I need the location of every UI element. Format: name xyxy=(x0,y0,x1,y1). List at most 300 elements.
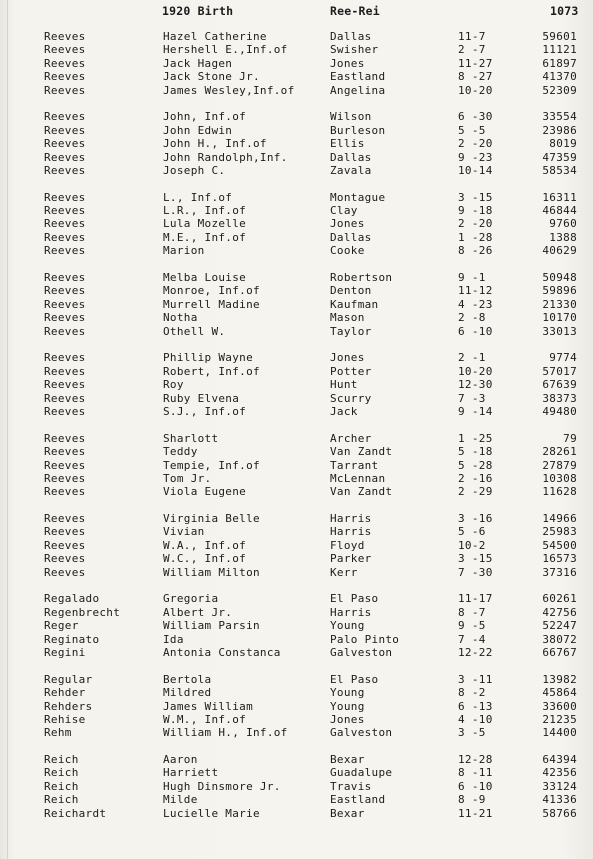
group-spacer xyxy=(0,177,593,190)
index-row xyxy=(0,606,593,619)
certificate-number-cell: 14966 xyxy=(542,512,577,526)
birth-date-cell: 2 -16 xyxy=(458,471,493,485)
surname-cell: Reeves xyxy=(44,364,86,378)
surname-cell: Regular xyxy=(44,672,93,686)
index-row xyxy=(0,512,593,525)
county-cell: Guadalupe xyxy=(330,766,393,780)
given-name-cell: Aaron xyxy=(163,753,198,767)
given-name-cell: William H., Inf.of xyxy=(163,726,288,740)
index-row xyxy=(0,365,593,378)
certificate-number-cell: 27879 xyxy=(542,458,577,472)
surname-cell: Reich xyxy=(44,779,79,793)
group-spacer xyxy=(0,740,593,753)
county-cell: Tarrant xyxy=(330,458,379,472)
county-cell: Swisher xyxy=(330,43,379,57)
county-cell: Galveston xyxy=(330,645,393,659)
index-row xyxy=(0,793,593,806)
certificate-number-cell: 54500 xyxy=(542,538,577,552)
county-cell: Zavala xyxy=(330,163,372,177)
birth-date-cell: 6 -30 xyxy=(458,110,493,124)
given-name-cell: Marion xyxy=(163,244,205,258)
surname-cell: Reich xyxy=(44,753,79,767)
surname-cell: Reeves xyxy=(44,30,86,43)
surname-cell: Reeves xyxy=(44,123,86,137)
county-cell: Floyd xyxy=(330,538,365,552)
index-row xyxy=(0,70,593,83)
given-name-cell: Mildred xyxy=(163,686,212,700)
surname-cell: Regini xyxy=(44,645,86,659)
county-cell: Burleson xyxy=(330,123,386,137)
given-name-cell: Robert, Inf.of xyxy=(163,364,260,378)
birth-date-cell: 9 -18 xyxy=(458,204,493,218)
surname-cell: Reeves xyxy=(44,56,86,70)
certificate-number-cell: 67639 xyxy=(542,378,577,392)
index-row xyxy=(0,485,593,498)
certificate-number-cell: 66767 xyxy=(542,645,577,659)
given-name-cell: Joseph C. xyxy=(163,163,226,177)
birth-date-cell: 3 -15 xyxy=(458,190,493,204)
index-row xyxy=(0,30,593,43)
birth-date-cell: 8 -27 xyxy=(458,70,493,84)
county-cell: Jones xyxy=(330,56,365,70)
certificate-number-cell: 21235 xyxy=(542,712,577,726)
index-row xyxy=(0,392,593,405)
given-name-cell: W.M., Inf.of xyxy=(163,712,247,726)
birth-date-cell: 8 -11 xyxy=(458,766,493,780)
given-name-cell: John Edwin xyxy=(163,123,233,137)
surname-cell: Reeves xyxy=(44,445,86,459)
county-cell: Young xyxy=(330,619,365,633)
county-cell: Taylor xyxy=(330,324,372,338)
county-cell: Young xyxy=(330,686,365,700)
county-cell: Van Zandt xyxy=(330,485,393,499)
county-cell: Bexar xyxy=(330,753,365,767)
surname-cell: Reeves xyxy=(44,150,86,164)
county-cell: Eastland xyxy=(330,793,386,807)
surname-cell: Rehise xyxy=(44,712,86,726)
given-name-cell: L.R., Inf.of xyxy=(163,204,247,218)
index-row xyxy=(0,217,593,230)
certificate-number-cell: 33124 xyxy=(542,779,577,793)
birth-date-cell: 3 -16 xyxy=(458,512,493,526)
county-cell: McLennan xyxy=(330,471,386,485)
surname-cell: Reeves xyxy=(44,230,86,244)
surname-cell: Reeves xyxy=(44,83,86,97)
surname-cell: Reeves xyxy=(44,552,86,566)
certificate-number-cell: 52309 xyxy=(542,83,577,97)
birth-date-cell: 1 -28 xyxy=(458,230,493,244)
index-row xyxy=(0,57,593,70)
given-name-cell: Hazel Catherine xyxy=(163,30,267,43)
certificate-number-cell: 33013 xyxy=(542,324,577,338)
surname-cell: Reeves xyxy=(44,110,86,124)
group-spacer xyxy=(0,499,593,512)
index-row xyxy=(0,472,593,485)
given-name-cell: Hershell E.,Inf.of xyxy=(163,43,288,57)
birth-date-cell: 5 -6 xyxy=(458,525,486,539)
index-row xyxy=(0,204,593,217)
index-row xyxy=(0,110,593,123)
index-row xyxy=(0,311,593,324)
surname-cell: Reeves xyxy=(44,351,86,365)
county-cell: Cooke xyxy=(330,244,365,258)
county-cell: Wilson xyxy=(330,110,372,124)
given-name-cell: John H., Inf.of xyxy=(163,137,267,151)
certificate-number-cell: 28261 xyxy=(542,445,577,459)
index-row xyxy=(0,539,593,552)
birth-date-cell: 1 -25 xyxy=(458,431,493,445)
given-name-cell: Lucielle Marie xyxy=(163,806,260,820)
certificate-number-cell: 41370 xyxy=(542,70,577,84)
index-row xyxy=(0,566,593,579)
certificate-number-cell: 16311 xyxy=(542,190,577,204)
birth-date-cell: 8 -26 xyxy=(458,244,493,258)
given-name-cell: Tom Jr. xyxy=(163,471,212,485)
county-cell: Van Zandt xyxy=(330,445,393,459)
birth-date-cell: 9 -14 xyxy=(458,404,493,418)
birth-date-cell: 3 -11 xyxy=(458,672,493,686)
birth-date-cell: 11-12 xyxy=(458,284,493,298)
birth-date-cell: 4 -23 xyxy=(458,297,493,311)
given-name-cell: Virginia Belle xyxy=(163,512,260,526)
birth-date-cell: 2 -20 xyxy=(458,217,493,231)
birth-date-cell: 9 -23 xyxy=(458,150,493,164)
index-row xyxy=(0,124,593,137)
surname-cell: Reichardt xyxy=(44,806,107,820)
county-cell: Kerr xyxy=(330,565,358,579)
certificate-number-cell: 46844 xyxy=(542,204,577,218)
surname-cell: Rehder xyxy=(44,686,86,700)
birth-index-list xyxy=(0,30,593,820)
birth-date-cell: 5 -5 xyxy=(458,123,486,137)
surname-cell: Reich xyxy=(44,793,79,807)
index-row xyxy=(0,378,593,391)
surname-cell: Reeves xyxy=(44,244,86,258)
county-cell: Harris xyxy=(330,605,372,619)
given-name-cell: John, Inf.of xyxy=(163,110,247,124)
given-name-cell: S.J., Inf.of xyxy=(163,404,247,418)
birth-date-cell: 8 -2 xyxy=(458,686,486,700)
certificate-number-cell: 60261 xyxy=(542,592,577,606)
birth-date-cell: 10-14 xyxy=(458,163,493,177)
certificate-number-cell: 25983 xyxy=(542,525,577,539)
surname-cell: Reeves xyxy=(44,378,86,392)
county-cell: Parker xyxy=(330,552,372,566)
birth-date-cell: 10-2 xyxy=(458,538,486,552)
certificate-number-cell: 57017 xyxy=(542,364,577,378)
surname-cell: Regalado xyxy=(44,592,100,606)
index-row xyxy=(0,137,593,150)
surname-cell: Reeves xyxy=(44,431,86,445)
surname-cell: Reeves xyxy=(44,217,86,231)
county-cell: Young xyxy=(330,699,365,713)
surname-cell: Reeves xyxy=(44,163,86,177)
index-row xyxy=(0,700,593,713)
index-row xyxy=(0,231,593,244)
given-name-cell: Teddy xyxy=(163,445,198,459)
surname-cell: Reeves xyxy=(44,391,86,405)
index-row xyxy=(0,191,593,204)
birth-date-cell: 3 -5 xyxy=(458,726,486,740)
index-row xyxy=(0,432,593,445)
given-name-cell: Gregoria xyxy=(163,592,219,606)
county-cell: Scurry xyxy=(330,391,372,405)
county-cell: Dallas xyxy=(330,230,372,244)
birth-date-cell: 4 -10 xyxy=(458,712,493,726)
birth-date-cell: 10-20 xyxy=(458,83,493,97)
certificate-number-cell: 9760 xyxy=(549,217,577,231)
certificate-number-cell: 58766 xyxy=(542,806,577,820)
county-cell: Archer xyxy=(330,431,372,445)
birth-date-cell: 11-21 xyxy=(458,806,493,820)
certificate-number-cell: 52247 xyxy=(542,619,577,633)
county-cell: Harris xyxy=(330,512,372,526)
group-spacer xyxy=(0,579,593,592)
county-cell: Jones xyxy=(330,351,365,365)
certificate-number-cell: 61897 xyxy=(542,56,577,70)
county-cell: Bexar xyxy=(330,806,365,820)
county-cell: Robertson xyxy=(330,271,393,285)
surname-cell: Reeves xyxy=(44,485,86,499)
index-title: 1920 Birth xyxy=(162,4,234,18)
certificate-number-cell: 33554 xyxy=(542,110,577,124)
certificate-number-cell: 11628 xyxy=(542,485,577,499)
index-row xyxy=(0,673,593,686)
birth-date-cell: 6 -10 xyxy=(458,324,493,338)
surname-cell: Reeves xyxy=(44,43,86,57)
county-cell: Jones xyxy=(330,217,365,231)
given-name-cell: Othell W. xyxy=(163,324,226,338)
certificate-number-cell: 16573 xyxy=(542,552,577,566)
index-row xyxy=(0,271,593,284)
birth-date-cell: 5 -28 xyxy=(458,458,493,472)
certificate-number-cell: 10170 xyxy=(542,311,577,325)
given-name-cell: William Milton xyxy=(163,565,260,579)
index-row xyxy=(0,525,593,538)
surname-cell: Regenbrecht xyxy=(44,605,121,619)
surname-cell: Reeves xyxy=(44,458,86,472)
surname-cell: Reeves xyxy=(44,311,86,325)
index-row xyxy=(0,552,593,565)
county-cell: Dallas xyxy=(330,150,372,164)
given-name-cell: Notha xyxy=(163,311,198,325)
index-row xyxy=(0,351,593,364)
surname-cell: Reeves xyxy=(44,404,86,418)
certificate-number-cell: 42356 xyxy=(542,766,577,780)
county-cell: Hunt xyxy=(330,378,358,392)
surname-cell: Reeves xyxy=(44,137,86,151)
county-cell: Eastland xyxy=(330,70,386,84)
surname-range: Ree-Rei xyxy=(330,4,380,18)
certificate-number-cell: 23986 xyxy=(542,123,577,137)
index-row xyxy=(0,445,593,458)
birth-date-cell: 7 -3 xyxy=(458,391,486,405)
birth-date-cell: 12-28 xyxy=(458,753,493,767)
certificate-number-cell: 21330 xyxy=(542,297,577,311)
certificate-number-cell: 47359 xyxy=(542,150,577,164)
certificate-number-cell: 59896 xyxy=(542,284,577,298)
certificate-number-cell: 64394 xyxy=(542,753,577,767)
certificate-number-cell: 37316 xyxy=(542,565,577,579)
surname-cell: Rehders xyxy=(44,699,93,713)
certificate-number-cell: 41336 xyxy=(542,793,577,807)
page-number: 1073 xyxy=(550,4,579,18)
page-header xyxy=(0,4,593,20)
given-name-cell: Sharlott xyxy=(163,431,219,445)
birth-date-cell: 10-20 xyxy=(458,364,493,378)
surname-cell: Reeves xyxy=(44,324,86,338)
given-name-cell: Monroe, Inf.of xyxy=(163,284,260,298)
index-row xyxy=(0,43,593,56)
certificate-number-cell: 49480 xyxy=(542,404,577,418)
group-spacer xyxy=(0,418,593,431)
birth-date-cell: 2 -29 xyxy=(458,485,493,499)
certificate-number-cell: 45864 xyxy=(542,686,577,700)
given-name-cell: M.E., Inf.of xyxy=(163,230,247,244)
surname-cell: Reeves xyxy=(44,471,86,485)
birth-date-cell: 2 -1 xyxy=(458,351,486,365)
given-name-cell: Antonia Constanca xyxy=(163,645,281,659)
county-cell: Dallas xyxy=(330,30,372,43)
birth-date-cell: 12-30 xyxy=(458,378,493,392)
certificate-number-cell: 40629 xyxy=(542,244,577,258)
given-name-cell: James Wesley,Inf.of xyxy=(163,83,295,97)
index-row xyxy=(0,753,593,766)
surname-cell: Reginato xyxy=(44,632,100,646)
birth-date-cell: 9 -5 xyxy=(458,619,486,633)
index-row xyxy=(0,84,593,97)
given-name-cell: Vivian xyxy=(163,525,205,539)
certificate-number-cell: 38072 xyxy=(542,632,577,646)
certificate-number-cell: 1388 xyxy=(549,230,577,244)
index-row xyxy=(0,459,593,472)
county-cell: Potter xyxy=(330,364,372,378)
birth-date-cell: 11-17 xyxy=(458,592,493,606)
birth-date-cell: 11-7 xyxy=(458,30,486,43)
group-spacer xyxy=(0,659,593,672)
given-name-cell: W.C., Inf.of xyxy=(163,552,247,566)
county-cell: Kaufman xyxy=(330,297,379,311)
certificate-number-cell: 50948 xyxy=(542,271,577,285)
given-name-cell: Phillip Wayne xyxy=(163,351,253,365)
county-cell: Palo Pinto xyxy=(330,632,400,646)
index-row xyxy=(0,151,593,164)
birth-date-cell: 12-22 xyxy=(458,645,493,659)
given-name-cell: Murrell Madine xyxy=(163,297,260,311)
county-cell: Jones xyxy=(330,712,365,726)
given-name-cell: John Randolph,Inf. xyxy=(163,150,288,164)
index-row xyxy=(0,766,593,779)
index-row xyxy=(0,686,593,699)
given-name-cell: Jack Hagen xyxy=(163,56,233,70)
index-row xyxy=(0,325,593,338)
index-row xyxy=(0,405,593,418)
surname-cell: Reeves xyxy=(44,538,86,552)
county-cell: Montague xyxy=(330,190,386,204)
surname-cell: Reeves xyxy=(44,565,86,579)
county-cell: Travis xyxy=(330,779,372,793)
county-cell: Ellis xyxy=(330,137,365,151)
surname-cell: Reeves xyxy=(44,512,86,526)
group-spacer xyxy=(0,338,593,351)
given-name-cell: Albert Jr. xyxy=(163,605,233,619)
surname-cell: Rehm xyxy=(44,726,72,740)
certificate-number-cell: 42756 xyxy=(542,605,577,619)
birth-date-cell: 3 -15 xyxy=(458,552,493,566)
birth-date-cell: 6 -13 xyxy=(458,699,493,713)
index-row xyxy=(0,619,593,632)
index-row xyxy=(0,298,593,311)
index-row xyxy=(0,780,593,793)
index-row xyxy=(0,244,593,257)
given-name-cell: Bertola xyxy=(163,672,212,686)
surname-cell: Reeves xyxy=(44,284,86,298)
given-name-cell: Jack Stone Jr. xyxy=(163,70,260,84)
birth-date-cell: 8 -9 xyxy=(458,793,486,807)
index-row xyxy=(0,592,593,605)
given-name-cell: Milde xyxy=(163,793,198,807)
surname-cell: Reeves xyxy=(44,297,86,311)
surname-cell: Reeves xyxy=(44,525,86,539)
index-row xyxy=(0,713,593,726)
given-name-cell: Ida xyxy=(163,632,184,646)
surname-cell: Reger xyxy=(44,619,79,633)
county-cell: Harris xyxy=(330,525,372,539)
birth-date-cell: 8 -7 xyxy=(458,605,486,619)
index-row xyxy=(0,646,593,659)
county-cell: Denton xyxy=(330,284,372,298)
birth-date-cell: 5 -18 xyxy=(458,445,493,459)
given-name-cell: Lula Mozelle xyxy=(163,217,247,231)
birth-date-cell: 2 -20 xyxy=(458,137,493,151)
index-row xyxy=(0,633,593,646)
group-spacer xyxy=(0,258,593,271)
certificate-number-cell: 14400 xyxy=(542,726,577,740)
certificate-number-cell: 79 xyxy=(563,431,577,445)
given-name-cell: Ruby Elvena xyxy=(163,391,240,405)
certificate-number-cell: 59601 xyxy=(542,30,577,43)
surname-cell: Reeves xyxy=(44,204,86,218)
surname-cell: Reeves xyxy=(44,70,86,84)
county-cell: Galveston xyxy=(330,726,393,740)
county-cell: Jack xyxy=(330,404,358,418)
birth-date-cell: 7 -30 xyxy=(458,565,493,579)
birth-date-cell: 6 -10 xyxy=(458,779,493,793)
certificate-number-cell: 33600 xyxy=(542,699,577,713)
birth-date-cell: 2 -7 xyxy=(458,43,486,57)
surname-cell: Reeves xyxy=(44,271,86,285)
given-name-cell: L., Inf.of xyxy=(163,190,233,204)
birth-date-cell: 11-27 xyxy=(458,56,493,70)
birth-date-cell: 7 -4 xyxy=(458,632,486,646)
given-name-cell: William Parsin xyxy=(163,619,260,633)
certificate-number-cell: 8019 xyxy=(549,137,577,151)
given-name-cell: W.A., Inf.of xyxy=(163,538,247,552)
index-row xyxy=(0,284,593,297)
surname-cell: Reeves xyxy=(44,190,86,204)
given-name-cell: Roy xyxy=(163,378,184,392)
given-name-cell: James William xyxy=(163,699,253,713)
group-spacer xyxy=(0,97,593,110)
certificate-number-cell: 58534 xyxy=(542,163,577,177)
given-name-cell: Melba Louise xyxy=(163,271,247,285)
surname-cell: Reich xyxy=(44,766,79,780)
certificate-number-cell: 11121 xyxy=(542,43,577,57)
index-row xyxy=(0,807,593,820)
certificate-number-cell: 9774 xyxy=(549,351,577,365)
certificate-number-cell: 13982 xyxy=(542,672,577,686)
birth-date-cell: 2 -8 xyxy=(458,311,486,325)
